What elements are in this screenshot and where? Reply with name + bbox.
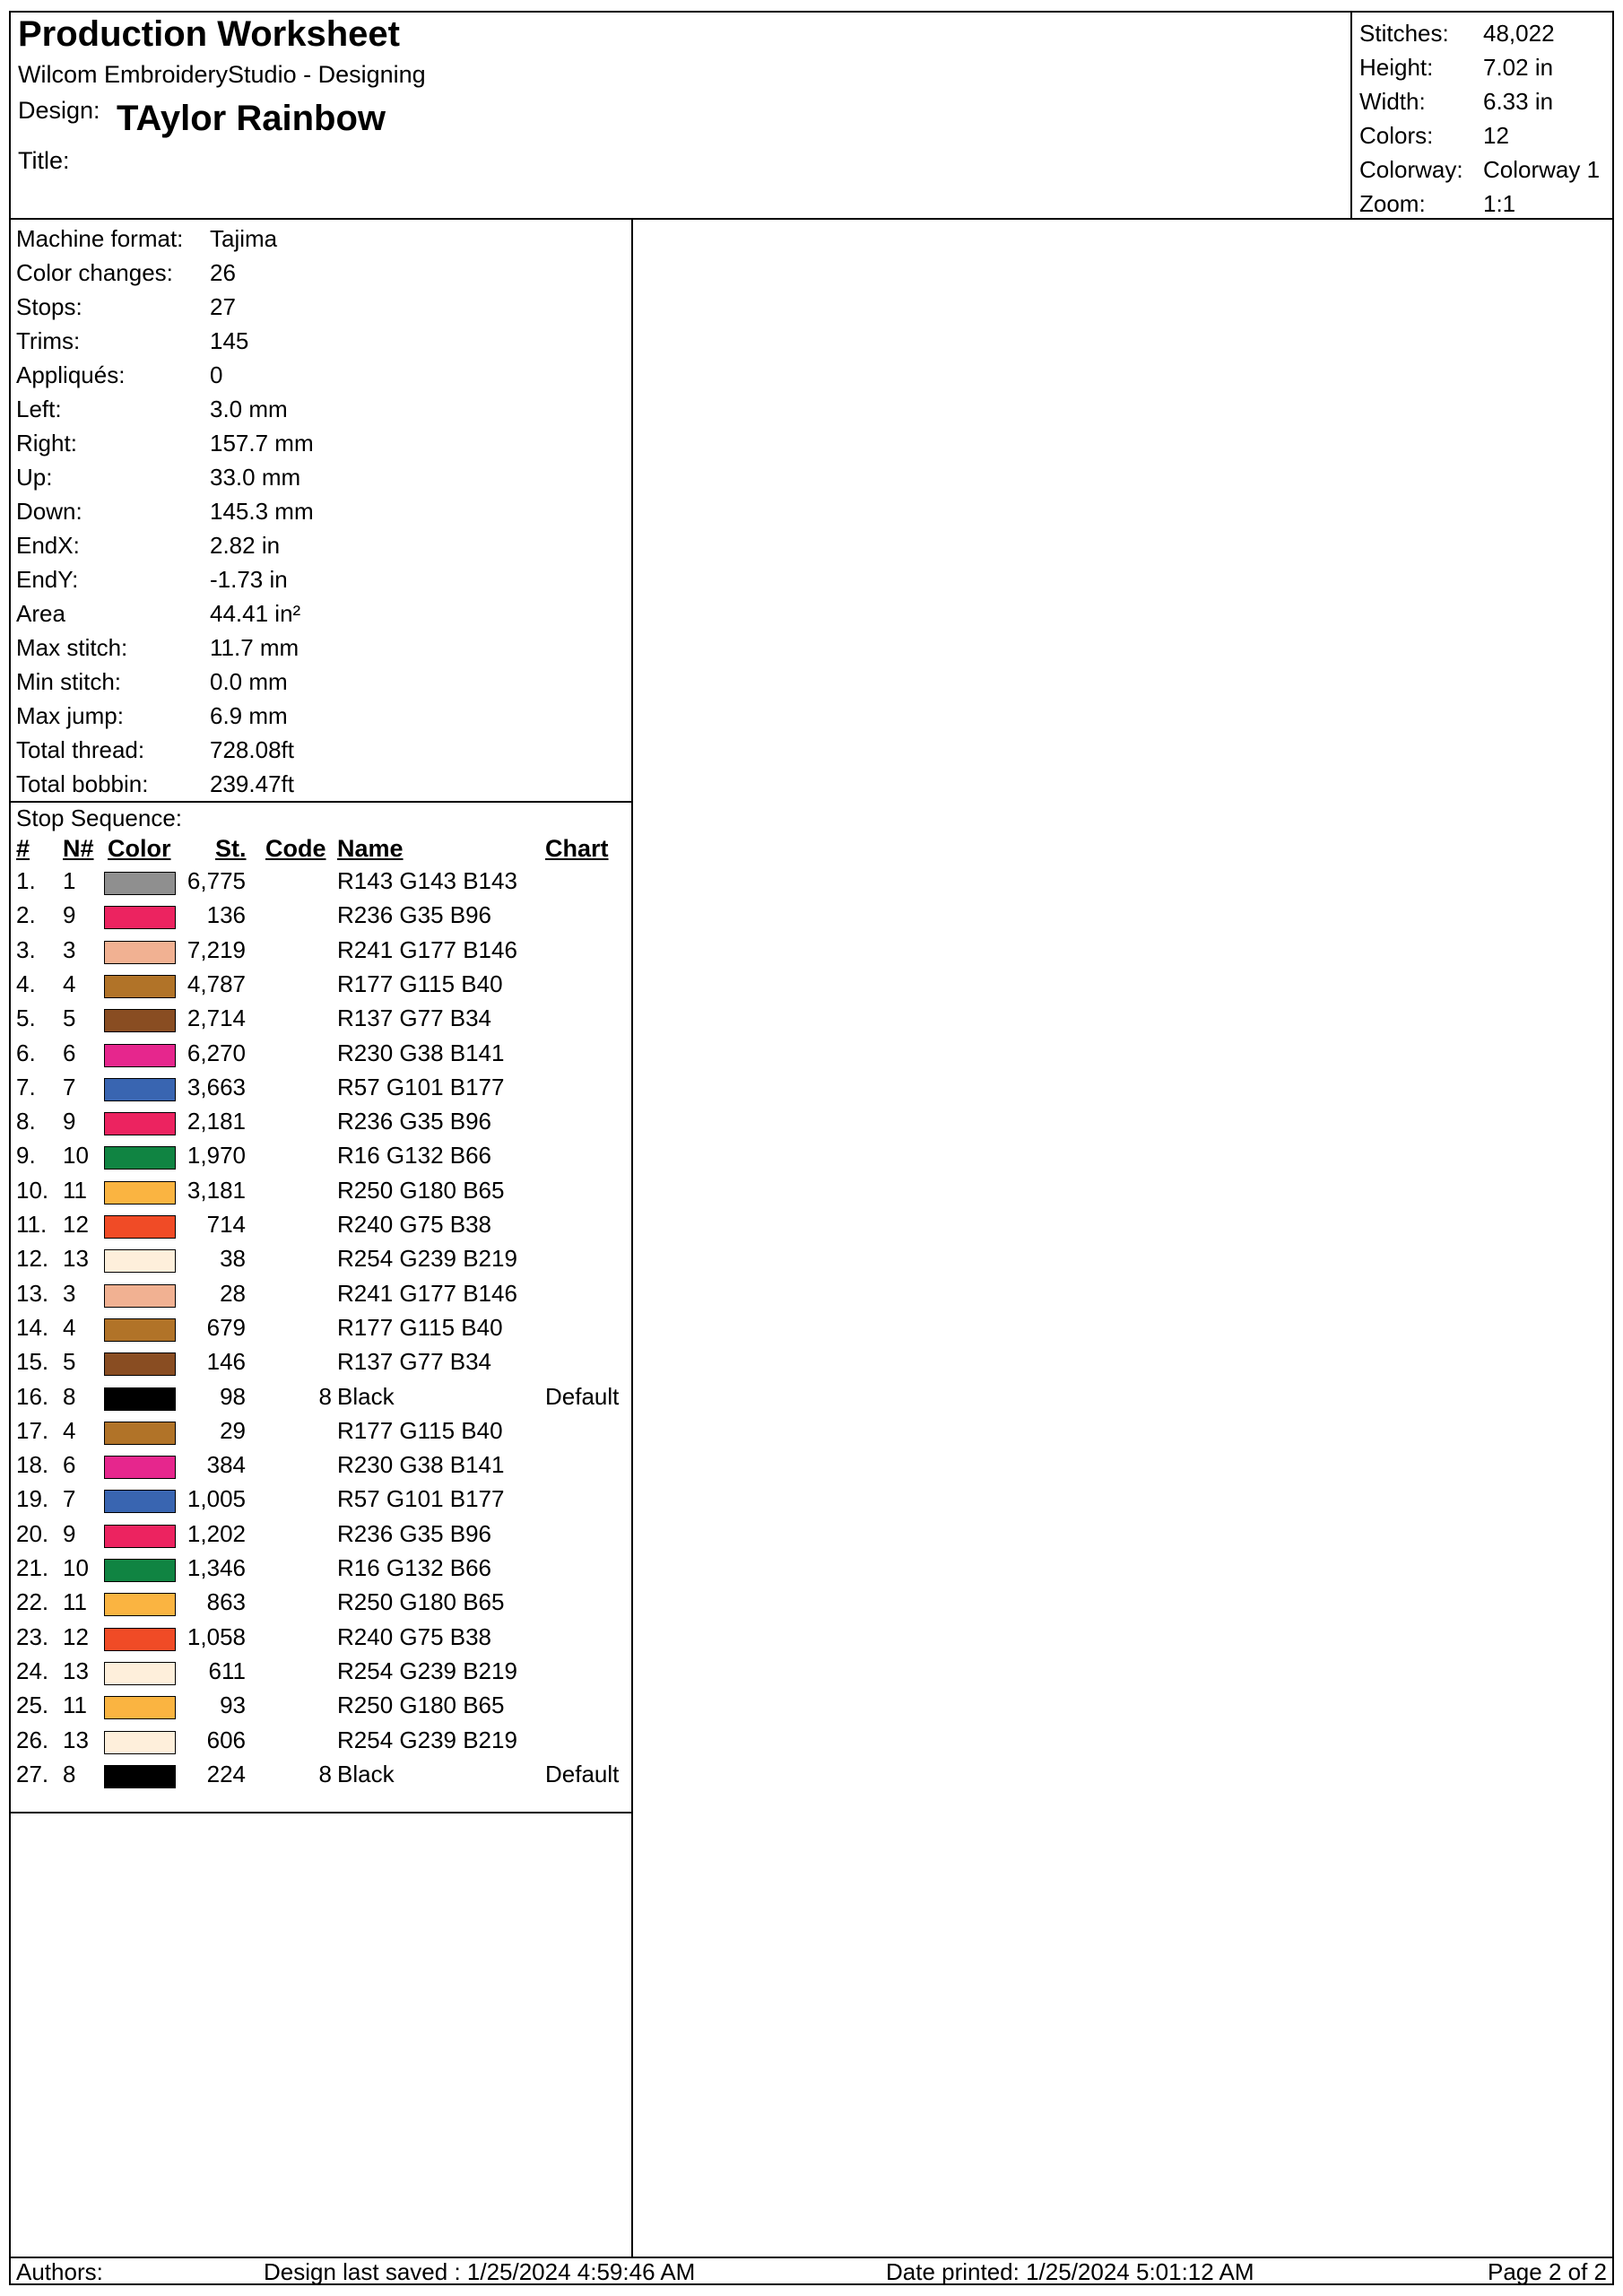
info-value: 145.3 mm xyxy=(210,498,314,525)
row-needle: 6 xyxy=(63,1039,76,1066)
color-swatch xyxy=(104,1009,176,1032)
row-index: 5. xyxy=(16,1004,36,1032)
info-value: 6.9 mm xyxy=(210,702,288,729)
info-label: EndX: xyxy=(16,532,80,559)
row-index: 4. xyxy=(16,970,36,997)
row-stitches: 2,714 xyxy=(187,1004,246,1032)
row-needle: 13 xyxy=(63,1726,89,1753)
row-stitches: 2,181 xyxy=(187,1108,246,1135)
row-color-name: R240 G75 B38 xyxy=(337,1622,492,1650)
info-row xyxy=(16,566,626,600)
table-row xyxy=(11,936,631,970)
table-row xyxy=(11,1554,631,1588)
row-index: 3. xyxy=(16,935,36,963)
row-index: 27. xyxy=(16,1760,49,1787)
table-row xyxy=(11,867,631,901)
info-label: Right: xyxy=(16,430,77,457)
design-stats xyxy=(1350,13,1614,218)
info-value: 157.7 mm xyxy=(210,430,314,457)
table-row xyxy=(11,1245,631,1279)
info-value: Tajima xyxy=(210,225,278,252)
info-label: Left: xyxy=(16,396,62,422)
color-swatch xyxy=(104,1456,176,1479)
row-stitches: 679 xyxy=(206,1313,246,1341)
table-row xyxy=(11,1314,631,1348)
row-needle: 11 xyxy=(63,1588,87,1616)
footer-last-saved: Design last saved : 1/25/2024 4:59:46 AM xyxy=(264,2258,696,2285)
color-swatch xyxy=(104,1044,176,1067)
footer-date-printed: Date printed: 1/25/2024 5:01:12 AM xyxy=(886,2258,1254,2285)
table-row xyxy=(11,1761,631,1795)
row-index: 26. xyxy=(16,1726,49,1753)
row-stitches: 98 xyxy=(220,1382,246,1410)
color-swatch xyxy=(104,1215,176,1239)
info-row xyxy=(16,736,626,770)
info-value: 27 xyxy=(210,293,236,320)
col-header-needle: N# xyxy=(63,835,94,862)
row-stitches: 29 xyxy=(220,1416,246,1444)
info-label: Machine format: xyxy=(16,225,184,252)
info-label: Min stitch: xyxy=(16,668,122,695)
row-needle: 11 xyxy=(63,1692,87,1719)
footer-page-number: Page 2 of 2 xyxy=(1488,2258,1607,2285)
app-subtitle: Wilcom EmbroideryStudio - Designing xyxy=(18,61,426,88)
row-color-name: R137 G77 B34 xyxy=(337,1348,492,1376)
color-swatch xyxy=(104,1387,176,1411)
row-color-name: R254 G239 B219 xyxy=(337,1726,517,1753)
design-label: Design: xyxy=(18,97,100,124)
row-stitches: 146 xyxy=(206,1348,246,1376)
row-needle: 10 xyxy=(63,1554,89,1581)
row-needle: 4 xyxy=(63,1313,76,1341)
row-stitches: 93 xyxy=(220,1692,246,1719)
row-needle: 7 xyxy=(63,1073,76,1100)
row-stitches: 1,202 xyxy=(187,1519,246,1547)
row-stitches: 863 xyxy=(206,1588,246,1616)
color-swatch xyxy=(104,1628,176,1651)
color-swatch xyxy=(104,1731,176,1754)
table-row xyxy=(11,1177,631,1211)
row-color-name: R137 G77 B34 xyxy=(337,1004,492,1032)
table-row xyxy=(11,1623,631,1657)
row-needle: 12 xyxy=(63,1211,89,1238)
info-row xyxy=(16,361,626,396)
row-needle: 8 xyxy=(63,1760,76,1787)
title-label: Title: xyxy=(18,147,70,174)
color-swatch xyxy=(104,1181,176,1205)
info-label: Total thread: xyxy=(16,736,145,763)
color-swatch xyxy=(104,1112,176,1135)
row-stitches: 1,346 xyxy=(187,1554,246,1581)
info-row xyxy=(16,464,626,498)
section-divider xyxy=(11,801,631,803)
row-index: 13. xyxy=(16,1279,49,1307)
stat-label: Width: xyxy=(1359,88,1426,115)
row-stitches: 28 xyxy=(220,1279,246,1307)
info-value: 0 xyxy=(210,361,223,388)
table-row xyxy=(11,970,631,1004)
worksheet-footer xyxy=(11,2257,1612,2285)
row-stitches: 606 xyxy=(206,1726,246,1753)
info-value: 26 xyxy=(210,259,236,286)
row-needle: 10 xyxy=(63,1142,89,1170)
color-swatch xyxy=(104,1078,176,1101)
row-index: 25. xyxy=(16,1692,49,1719)
worksheet-frame xyxy=(9,11,1614,2285)
row-index: 19. xyxy=(16,1485,49,1513)
stat-value: 12 xyxy=(1483,122,1509,149)
row-color-name: R230 G38 B141 xyxy=(337,1451,505,1479)
info-label: Trims: xyxy=(16,327,81,354)
row-needle: 13 xyxy=(63,1657,89,1684)
color-swatch xyxy=(104,906,176,929)
row-color-name: R241 G177 B146 xyxy=(337,935,517,963)
color-swatch xyxy=(104,975,176,998)
info-row xyxy=(16,293,626,327)
row-needle: 13 xyxy=(63,1245,89,1273)
row-chart: Default xyxy=(545,1382,620,1410)
table-row xyxy=(11,1588,631,1622)
stat-label: Colors: xyxy=(1359,122,1434,149)
row-index: 6. xyxy=(16,1039,36,1066)
color-swatch xyxy=(104,1284,176,1308)
row-color-name: R241 G177 B146 xyxy=(337,1279,517,1307)
info-label: Appliqués: xyxy=(16,361,126,388)
row-index: 18. xyxy=(16,1451,49,1479)
info-row xyxy=(16,225,626,259)
table-row xyxy=(11,1108,631,1142)
info-row xyxy=(16,702,626,736)
row-color-name: Black xyxy=(337,1760,395,1787)
info-value: 11.7 mm xyxy=(210,634,299,661)
row-index: 20. xyxy=(16,1519,49,1547)
row-needle: 9 xyxy=(63,901,76,929)
col-header-index: # xyxy=(16,835,30,862)
stat-label: Colorway: xyxy=(1359,156,1463,183)
row-needle: 3 xyxy=(63,1279,76,1307)
info-label: Max stitch: xyxy=(16,634,128,661)
stop-sequence-title: Stop Sequence: xyxy=(16,804,183,831)
row-stitches: 714 xyxy=(206,1211,246,1238)
info-row xyxy=(16,532,626,566)
row-color-name: R250 G180 B65 xyxy=(337,1692,505,1719)
row-needle: 4 xyxy=(63,1416,76,1444)
table-row xyxy=(11,1004,631,1039)
row-stitches: 4,787 xyxy=(187,970,246,997)
stat-value: 48,022 xyxy=(1483,20,1555,47)
table-row xyxy=(11,1726,631,1761)
info-label: Stops: xyxy=(16,293,82,320)
stat-zoom xyxy=(1359,190,1615,224)
design-name: TAylor Rainbow xyxy=(117,99,386,138)
row-index: 24. xyxy=(16,1657,49,1684)
section-divider xyxy=(11,1812,631,1813)
stat-label: Stitches: xyxy=(1359,20,1449,47)
row-index: 1. xyxy=(16,867,36,894)
row-color-name: R236 G35 B96 xyxy=(337,1108,492,1135)
row-needle: 12 xyxy=(63,1622,89,1650)
row-index: 15. xyxy=(16,1348,49,1376)
table-row xyxy=(11,1280,631,1314)
row-index: 21. xyxy=(16,1554,49,1581)
color-swatch xyxy=(104,1765,176,1788)
info-value: 145 xyxy=(210,327,249,354)
color-swatch xyxy=(104,1593,176,1616)
row-needle: 5 xyxy=(63,1004,76,1032)
row-color-name: R177 G115 B40 xyxy=(337,970,503,997)
color-swatch xyxy=(104,1146,176,1170)
row-color-name: R254 G239 B219 xyxy=(337,1657,517,1684)
row-color-name: R240 G75 B38 xyxy=(337,1211,492,1238)
info-row xyxy=(16,396,626,430)
row-color-name: R230 G38 B141 xyxy=(337,1039,505,1066)
row-index: 22. xyxy=(16,1588,49,1616)
row-stitches: 3,663 xyxy=(187,1073,246,1100)
color-swatch xyxy=(104,872,176,895)
stat-width xyxy=(1359,88,1615,122)
row-index: 9. xyxy=(16,1142,36,1170)
table-row xyxy=(11,1485,631,1519)
info-value: 728.08ft xyxy=(210,736,294,763)
row-color-name: R57 G101 B177 xyxy=(337,1485,505,1513)
col-header-stitches: St. xyxy=(215,835,247,862)
row-color-name: R177 G115 B40 xyxy=(337,1416,503,1444)
table-row xyxy=(11,1074,631,1108)
info-row xyxy=(16,498,626,532)
row-needle: 8 xyxy=(63,1382,76,1410)
info-value: 239.47ft xyxy=(210,770,294,797)
color-swatch xyxy=(104,1318,176,1342)
row-needle: 9 xyxy=(63,1108,76,1135)
row-index: 17. xyxy=(16,1416,49,1444)
row-code: 8 xyxy=(318,1382,332,1410)
row-stitches: 38 xyxy=(220,1245,246,1273)
col-header-color: Color xyxy=(108,835,171,862)
color-swatch xyxy=(104,1662,176,1685)
col-header-name: Name xyxy=(337,835,404,862)
row-color-name: R236 G35 B96 xyxy=(337,901,492,929)
row-color-name: R16 G132 B66 xyxy=(337,1142,492,1170)
table-row xyxy=(11,1657,631,1692)
row-needle: 11 xyxy=(63,1176,87,1204)
page-title: Production Worksheet xyxy=(18,14,400,54)
row-index: 12. xyxy=(16,1245,49,1273)
row-index: 7. xyxy=(16,1073,36,1100)
info-row xyxy=(16,430,626,464)
stat-value: 7.02 in xyxy=(1483,54,1554,81)
info-value: 44.41 in² xyxy=(210,600,301,627)
stat-height xyxy=(1359,54,1615,88)
info-value: 0.0 mm xyxy=(210,668,288,695)
stat-value: 1:1 xyxy=(1483,190,1516,217)
color-swatch xyxy=(104,1490,176,1513)
info-label: Color changes: xyxy=(16,259,173,286)
info-value: 3.0 mm xyxy=(210,396,288,422)
info-row xyxy=(16,770,626,804)
row-color-name: R250 G180 B65 xyxy=(337,1588,505,1616)
row-color-name: R143 G143 B143 xyxy=(337,867,517,894)
row-color-name: R254 G239 B219 xyxy=(337,1245,517,1273)
row-color-name: Black xyxy=(337,1382,395,1410)
row-needle: 1 xyxy=(63,867,76,894)
info-label: Total bobbin: xyxy=(16,770,149,797)
stat-label: Zoom: xyxy=(1359,190,1426,217)
row-stitches: 7,219 xyxy=(187,935,246,963)
row-color-name: R16 G132 B66 xyxy=(337,1554,492,1581)
table-row xyxy=(11,1142,631,1176)
row-stitches: 384 xyxy=(206,1451,246,1479)
row-index: 16. xyxy=(16,1382,49,1410)
color-swatch xyxy=(104,1352,176,1376)
color-swatch xyxy=(104,1559,176,1582)
stat-colorway xyxy=(1359,156,1615,190)
table-row xyxy=(11,1520,631,1554)
col-header-code: Code xyxy=(265,835,326,862)
table-row xyxy=(11,1417,631,1451)
stat-colors xyxy=(1359,122,1615,156)
row-color-name: R177 G115 B40 xyxy=(337,1313,503,1341)
info-label: Up: xyxy=(16,464,53,491)
footer-authors: Authors: xyxy=(16,2258,103,2285)
table-row xyxy=(11,1383,631,1417)
row-needle: 6 xyxy=(63,1451,76,1479)
info-row xyxy=(16,600,626,634)
row-needle: 3 xyxy=(63,935,76,963)
row-stitches: 6,270 xyxy=(187,1039,246,1066)
row-stitches: 1,058 xyxy=(187,1622,246,1650)
info-label: Area xyxy=(16,600,65,627)
row-needle: 9 xyxy=(63,1519,76,1547)
info-value: 33.0 mm xyxy=(210,464,301,491)
info-row xyxy=(16,327,626,361)
row-stitches: 1,970 xyxy=(187,1142,246,1170)
color-swatch xyxy=(104,1249,176,1273)
row-stitches: 6,775 xyxy=(187,867,246,894)
row-index: 2. xyxy=(16,901,36,929)
info-row xyxy=(16,668,626,702)
info-label: EndY: xyxy=(16,566,79,593)
color-swatch xyxy=(104,941,176,964)
info-row xyxy=(16,634,626,668)
table-row xyxy=(11,1211,631,1245)
stat-value: 6.33 in xyxy=(1483,88,1554,115)
col-header-chart: Chart xyxy=(545,835,609,862)
stat-stitches xyxy=(1359,20,1615,54)
row-stitches: 224 xyxy=(206,1760,246,1787)
row-chart: Default xyxy=(545,1760,620,1787)
info-value: 2.82 in xyxy=(210,532,281,559)
color-swatch xyxy=(104,1696,176,1719)
row-needle: 7 xyxy=(63,1485,76,1513)
info-value: -1.73 in xyxy=(210,566,288,593)
row-needle: 4 xyxy=(63,970,76,997)
stat-value: Colorway 1 xyxy=(1483,156,1601,183)
row-index: 23. xyxy=(16,1622,49,1650)
color-swatch xyxy=(104,1525,176,1548)
row-stitches: 136 xyxy=(206,901,246,929)
row-index: 10. xyxy=(16,1176,49,1204)
table-row xyxy=(11,1451,631,1485)
row-index: 11. xyxy=(16,1211,48,1238)
table-row xyxy=(11,1348,631,1382)
row-color-name: R250 G180 B65 xyxy=(337,1176,505,1204)
table-row xyxy=(11,1692,631,1726)
row-color-name: R236 G35 B96 xyxy=(337,1519,492,1547)
row-index: 14. xyxy=(16,1313,49,1341)
info-row xyxy=(16,259,626,293)
stat-label: Height: xyxy=(1359,54,1434,81)
row-stitches: 1,005 xyxy=(187,1485,246,1513)
row-stitches: 611 xyxy=(208,1657,246,1684)
info-label: Down: xyxy=(16,498,82,525)
info-label: Max jump: xyxy=(16,702,124,729)
worksheet-header xyxy=(11,13,1612,220)
table-row xyxy=(11,901,631,935)
row-code: 8 xyxy=(318,1760,332,1787)
row-needle: 5 xyxy=(63,1348,76,1376)
table-row xyxy=(11,1039,631,1074)
color-swatch xyxy=(104,1422,176,1445)
row-color-name: R57 G101 B177 xyxy=(337,1073,505,1100)
row-stitches: 3,181 xyxy=(187,1176,246,1204)
info-column xyxy=(11,218,633,2257)
row-index: 8. xyxy=(16,1108,36,1135)
